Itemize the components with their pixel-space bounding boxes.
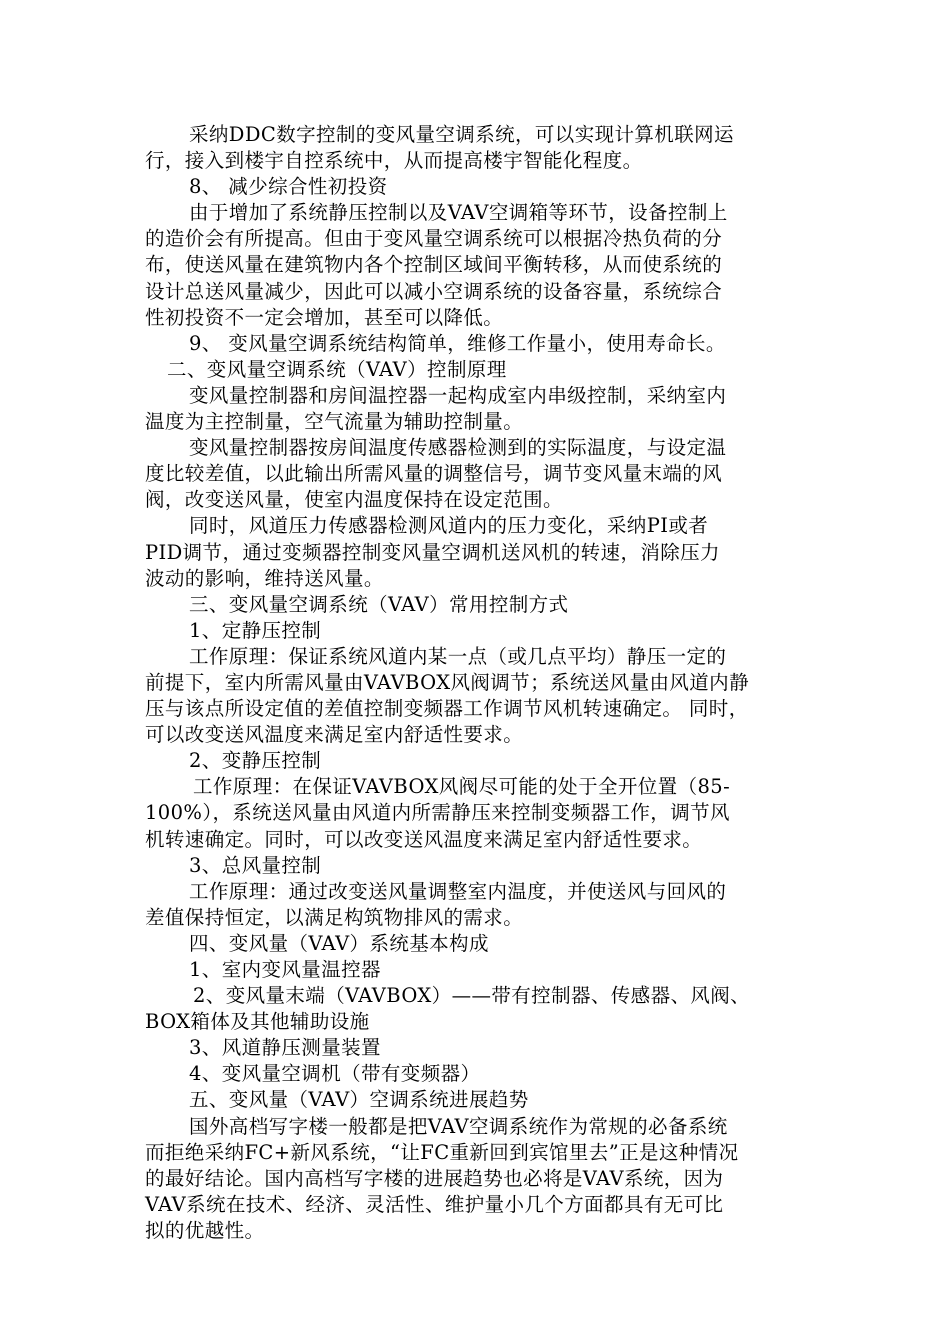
text-line: 机转速确定。同时，可以改变送风温度来满足室内舒适性要求。 — [145, 827, 703, 851]
text-line: 的造价会有所提高。但由于变风量空调系统可以根据冷热负荷的分 — [145, 227, 723, 251]
text-line: 温度为主控制量，空气流量为辅助控制量。 — [145, 410, 524, 434]
text-line: 9、 变风量空调系统结构简单，维修工作量小，使用寿命长。 — [189, 331, 726, 355]
text-line: 拟的优越性。 — [145, 1218, 265, 1242]
text-line: BOX箱体及其他辅助设施 — [145, 1010, 370, 1034]
text-line: 五、变风量（VAV）空调系统进展趋势 — [189, 1088, 529, 1112]
text-line: 3、风道静压测量装置 — [189, 1036, 381, 1060]
text-line: VAV系统在技术、经济、灵活性、维护量小几个方面都具有无可比 — [145, 1192, 724, 1216]
text-line: 二、变风量空调系统（VAV）控制原理 — [167, 357, 507, 381]
text-line: 8、 减少综合性初投资 — [189, 175, 388, 199]
text-line: 1、定静压控制 — [189, 618, 322, 642]
text-line: 前提下，室内所需风量由VAVBOX风阀调节；系统送风量由风道内静 — [145, 670, 749, 694]
text-line: 设计总送风量减少，因此可以减小空调系统的设备容量，系统综合 — [145, 279, 723, 303]
text-line: 1、室内变风量温控器 — [189, 958, 381, 981]
text-line: 压与该点所设定值的差值控制变频器工作调节风机转速确定。 同时， — [145, 697, 749, 721]
document-body — [145, 122, 815, 1244]
text-line: 工作原理：保证系统风道内某一点（或几点平均）静压一定的 — [189, 644, 727, 668]
text-line: 由于增加了系统静压控制以及VAV空调箱等环节，设备控制上 — [189, 201, 728, 225]
text-line: 布，使送风量在建筑物内各个控制区域间平衡转移，从而使系统的 — [145, 253, 723, 277]
text-line: 差值保持恒定，以满足构筑物排风的需求。 — [145, 905, 524, 929]
text-line: 波动的影响，维持送风量。 — [145, 566, 384, 590]
text-line: 变风量控制器和房间温控器一起构成室内串级控制，采纳室内 — [189, 383, 727, 407]
text-line: 同时，风道压力传感器检测风道内的压力变化，采纳PI或者 — [189, 514, 709, 538]
text-line: PID调节，通过变频器控制变风量空调机送风机的转速，消除压力 — [145, 540, 720, 564]
text-line: 100%），系统送风量由风道内所需静压来控制变频器工作，调节风 — [145, 801, 730, 825]
text-line: 四、变风量（VAV）系统基本构成 — [189, 931, 489, 955]
text-line: 3、总风量控制 — [189, 853, 322, 877]
text-line: 行，接入到楼宇自控系统中，从而提高楼宇智能化程度。 — [145, 149, 643, 173]
text-line: 4、变风量空调机（带有变频器） — [189, 1062, 481, 1086]
text-line: 国外高档写字楼一般都是把VAV空调系统作为常规的必备系统 — [189, 1114, 728, 1138]
text-line: 阀，改变送风量，使室内温度保持在设定范围。 — [145, 488, 563, 512]
text-line: 2、变静压控制 — [189, 749, 322, 773]
text-line: 三、变风量空调系统（VAV）常用控制方式 — [189, 592, 569, 616]
text-line: 采纳DDC数字控制的变风量空调系统，可以实现计算机联网运 — [189, 123, 734, 146]
text-line: 2、变风量末端（VAVBOX）——带有控制器、传感器、风阀、 — [193, 984, 751, 1008]
text-line: 可以改变送风温度来满足室内舒适性要求。 — [145, 723, 524, 747]
text-line: 工作原理：通过改变送风量调整室内温度，并使送风与回风的 — [189, 879, 727, 903]
text-line: 工作原理：在保证VAVBOX风阀尽可能的处于全开位置（85- — [193, 775, 731, 799]
text-line: 变风量控制器按房间温度传感器检测到的实际温度，与设定温 — [189, 436, 727, 460]
text-line: 度比较差值，以此输出所需风量的调整信号，调节变风量末端的风 — [145, 462, 723, 486]
text-line: 而拒绝采纳FC+新风系统，“让FC重新回到宾馆里去”正是这种情况 — [145, 1140, 739, 1164]
text-line: 的最好结论。国内高档写字楼的进展趋势也必将是VAV系统，因为 — [145, 1166, 724, 1190]
text-line: 性初投资不一定会增加，甚至可以降低。 — [145, 305, 504, 329]
